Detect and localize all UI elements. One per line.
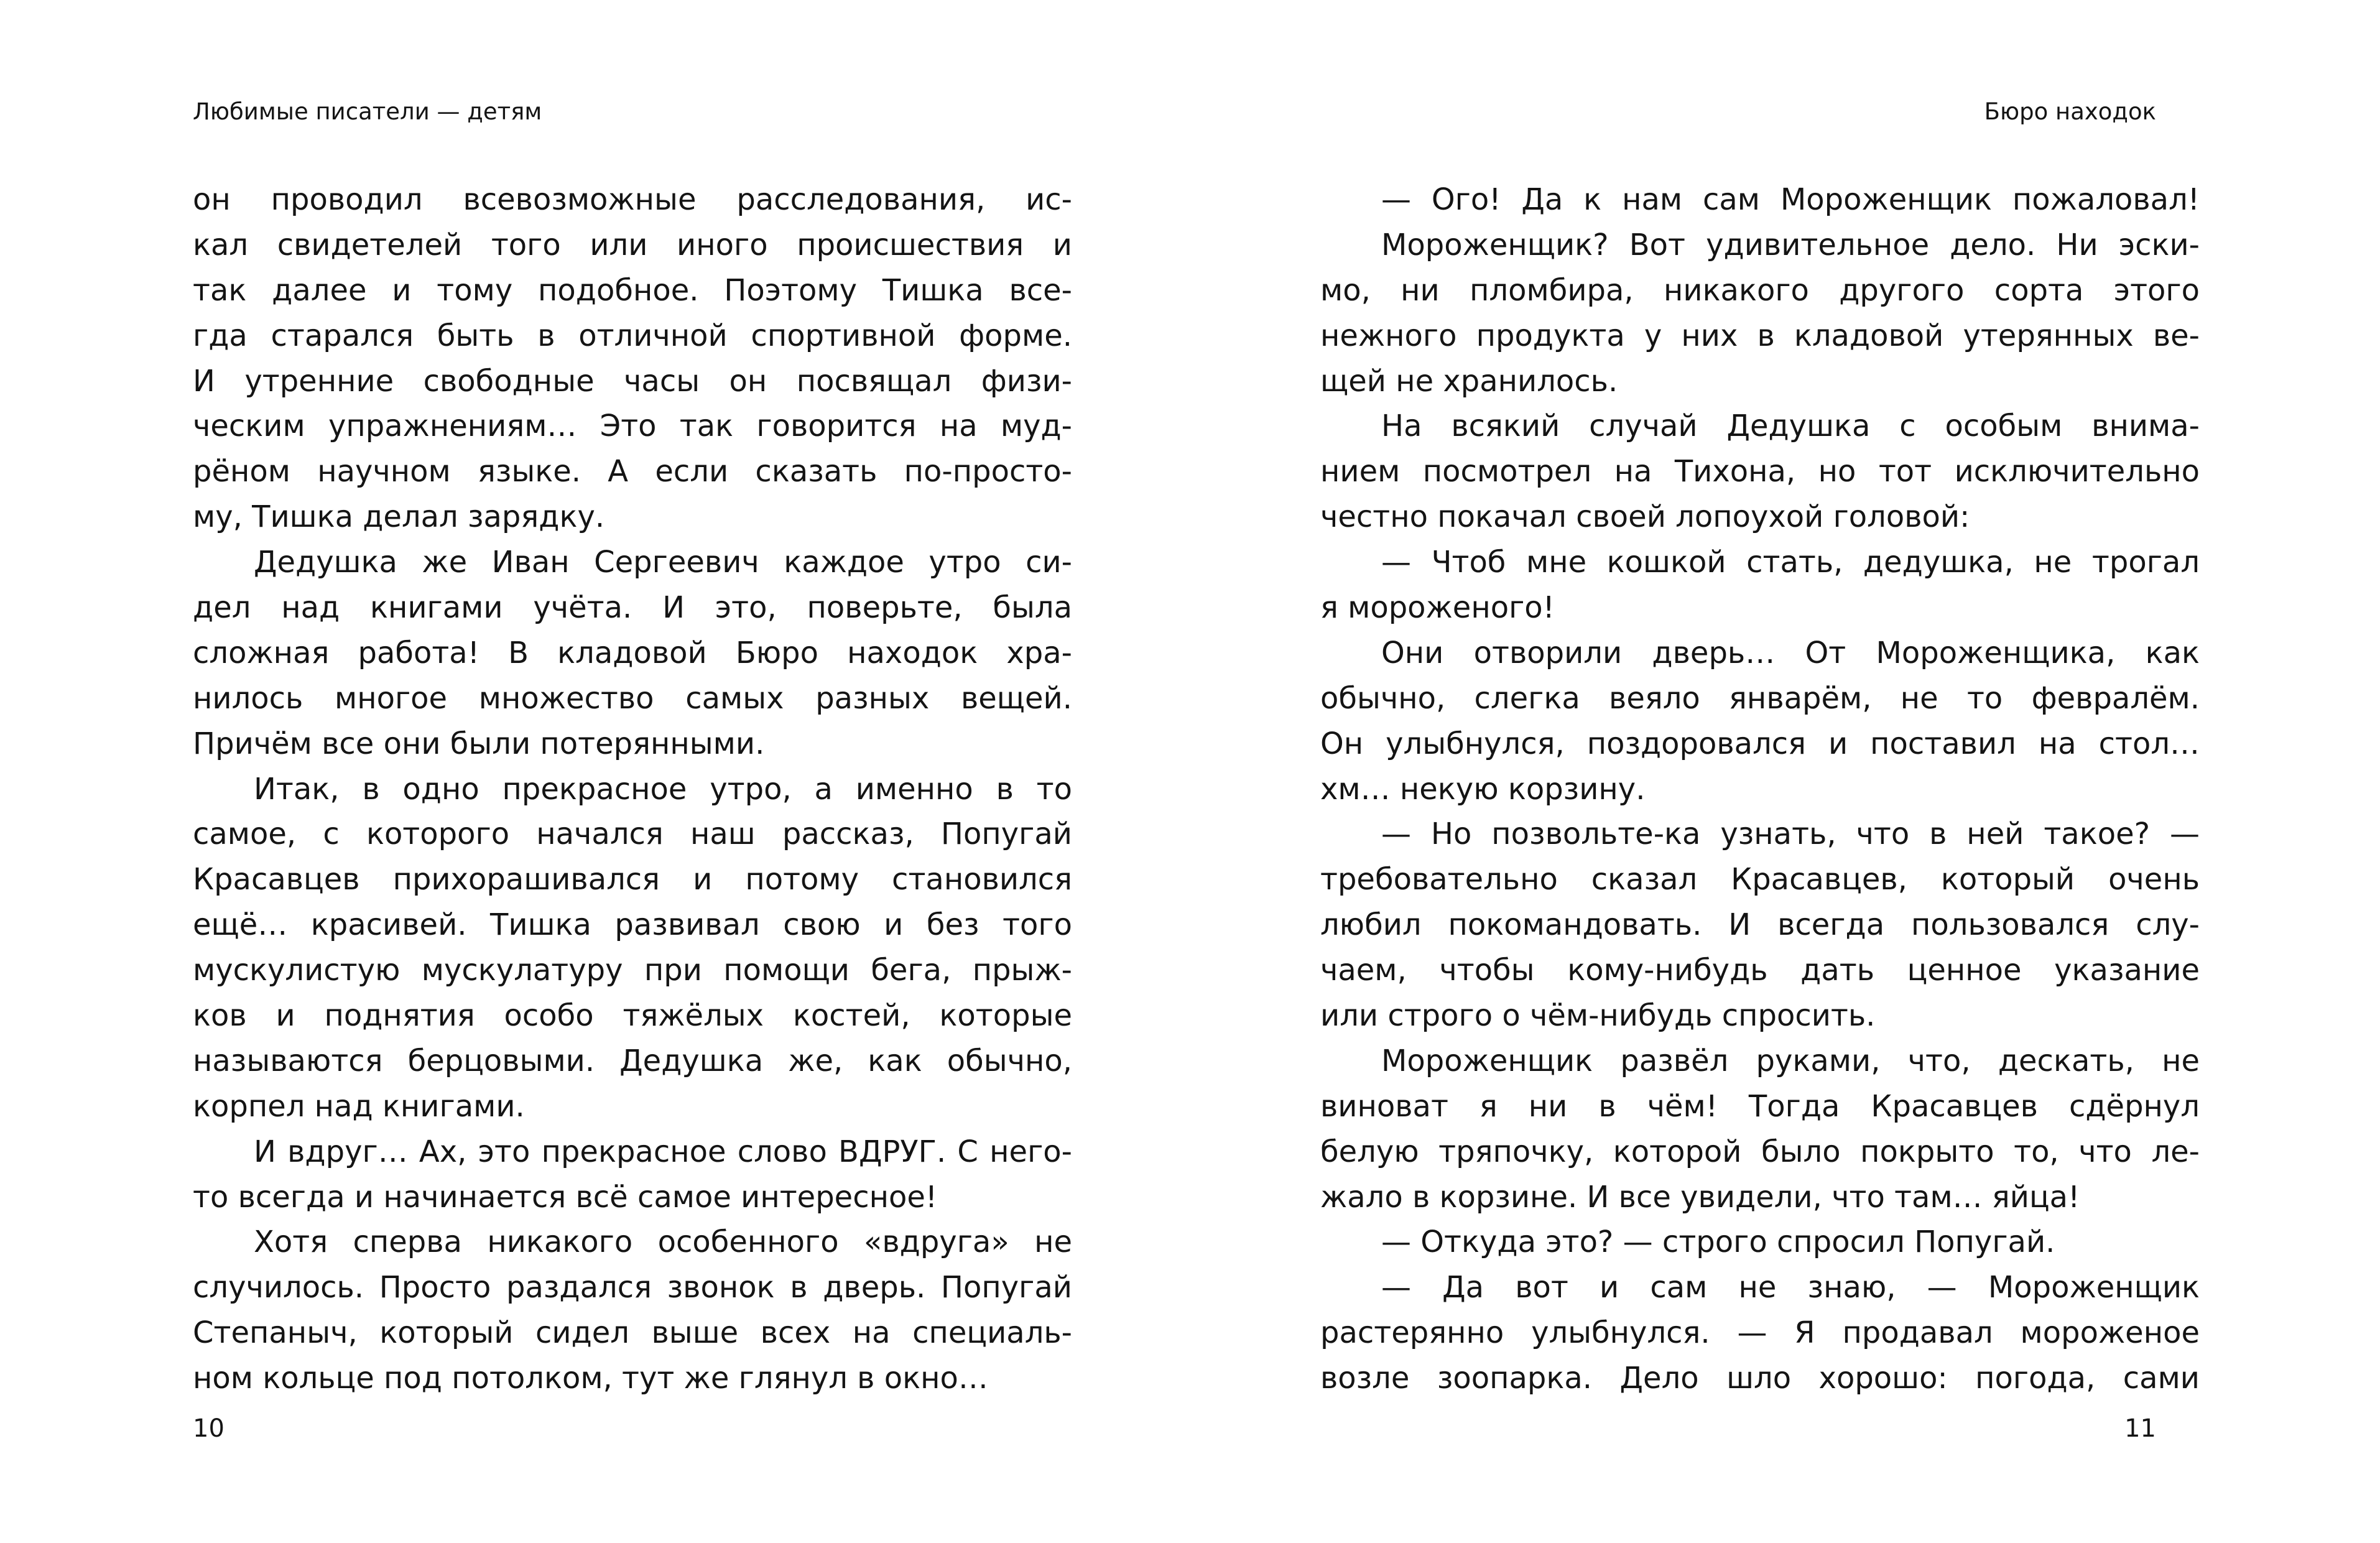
text-line: корпел над книгами. bbox=[193, 1088, 525, 1124]
text-line: Красавцев прихорашивался и потому становился bbox=[193, 862, 1072, 897]
text-line: — Ого! Да к нам сам Мороженщик пожаловал! bbox=[1381, 182, 2200, 217]
text-line: На всякий случай Дедушка с особым внима- bbox=[1381, 409, 2200, 444]
text-line: он проводил всевозможные расследования, ис- bbox=[193, 182, 1072, 217]
text-line: Итак, в одно прекрасное утро, а именно в то bbox=[254, 771, 1072, 807]
text-line: Хотя сперва никакого особенного «вдруга» не bbox=[254, 1225, 1072, 1260]
text-line: мускулистую мускулатуру при помощи бега, прыж- bbox=[193, 953, 1072, 988]
text-line: виноват я ни в чём! Тогда Красавцев сдёрнул bbox=[1320, 1088, 2200, 1124]
text-line: щей не хранилось. bbox=[1320, 363, 1618, 399]
text-line: любил покомандовать. И всегда пользовался слу- bbox=[1320, 907, 2200, 943]
text-line: хм… некую корзину. bbox=[1320, 771, 1646, 807]
text-line: честно покачал своей лопоухой головой: bbox=[1320, 499, 1970, 535]
text-line: возле зоопарка. Дело шло хорошо: погода, сами bbox=[1320, 1361, 2200, 1396]
text-line: Мороженщик? Вот удивительное дело. Ни эски- bbox=[1381, 227, 2200, 262]
text-line: Дедушка же Иван Сергеевич каждое утро си- bbox=[254, 545, 1072, 580]
text-line: ещё… красивей. Тишка развивал свою и без того bbox=[193, 907, 1072, 943]
text-line: нием посмотрел на Тихона, но тот исключительно bbox=[1320, 454, 2200, 489]
text-line: — Откуда это? — строго спросил Попугай. bbox=[1381, 1225, 2055, 1260]
text-line: жало в корзине. И все увидели, что там… яйца! bbox=[1320, 1179, 2080, 1215]
text-line: — Чтоб мне кошкой стать, дедушка, не трогал bbox=[1381, 545, 2200, 580]
right-page-text bbox=[1320, 177, 2200, 1401]
running-head-right: Бюро находок bbox=[1984, 98, 2156, 125]
text-line: нилось многое множество самых разных вещей. bbox=[193, 680, 1072, 716]
text-line: случилось. Просто раздался звонок в дверь. Попугай bbox=[193, 1270, 1072, 1305]
text-line: ков и поднятия особо тяжёлых костей, которые bbox=[193, 998, 1072, 1034]
text-line: Причём все они были потерянными. bbox=[193, 726, 765, 761]
text-line: Они отворили дверь… От Мороженщика, как bbox=[1381, 635, 2200, 670]
page-number-right: 11 bbox=[2124, 1414, 2156, 1443]
text-line: ном кольце под потолком, тут же глянул в окно… bbox=[193, 1361, 988, 1396]
text-line: И утренние свободные часы он посвящал физи- bbox=[193, 363, 1072, 399]
text-line: дел над книгами учёта. И это, поверьте, была bbox=[193, 590, 1072, 626]
right-page bbox=[1190, 0, 2380, 1543]
running-head-left: Любимые писатели — детям bbox=[193, 98, 542, 125]
text-line: рёном научном языке. А если сказать по-просто- bbox=[193, 454, 1072, 489]
text-line: гда старался быть в отличной спортивной форме. bbox=[193, 318, 1072, 353]
text-line: самое, с которого начался наш рассказ, Попугай bbox=[193, 817, 1072, 852]
text-line: мо, ни пломбира, никакого другого сорта этого bbox=[1320, 272, 2200, 308]
text-line: Мороженщик развёл руками, что, дескать, не bbox=[1381, 1043, 2200, 1078]
text-line: растерянно улыбнулся. — Я продавал мороженое bbox=[1320, 1315, 2200, 1351]
text-line: кал свидетелей того или иного происшествия и bbox=[193, 227, 1072, 262]
text-line: му, Тишка делал зарядку. bbox=[193, 499, 605, 535]
text-line: ческим упражнениям… Это так говорится на муд- bbox=[193, 409, 1072, 444]
text-line: Степаныч, который сидел выше всех на специаль- bbox=[193, 1315, 1072, 1351]
text-line: так далее и тому подобное. Поэтому Тишка все- bbox=[193, 272, 1072, 308]
text-line: обычно, слегка веяло январём, не то февралём. bbox=[1320, 680, 2200, 716]
left-page-text bbox=[193, 177, 1072, 1401]
text-line: я мороженого! bbox=[1320, 590, 1555, 626]
text-line: чаем, чтобы кому-нибудь дать ценное указание bbox=[1320, 953, 2200, 988]
text-line: сложная работа! В кладовой Бюро находок хра- bbox=[193, 635, 1072, 670]
text-line: называются берцовыми. Дедушка же, как обычно, bbox=[193, 1043, 1072, 1078]
text-line: И вдруг… Ах, это прекрасное слово ВДРУГ. С него- bbox=[254, 1134, 1072, 1169]
text-line: — Но позвольте-ка узнать, что в ней такое? — bbox=[1381, 817, 2200, 852]
text-line: то всегда и начинается всё самое интересное! bbox=[193, 1179, 938, 1215]
text-line: требовательно сказал Красавцев, который очень bbox=[1320, 862, 2200, 897]
text-line: белую тряпочку, которой было покрыто то, что ле- bbox=[1320, 1134, 2200, 1169]
text-line: — Да вот и сам не знаю, — Мороженщик bbox=[1381, 1270, 2200, 1305]
text-line: Он улыбнулся, поздоровался и поставил на стол… bbox=[1320, 726, 2200, 761]
text-line: или строго о чём-нибудь спросить. bbox=[1320, 998, 1876, 1034]
page-number-left: 10 bbox=[193, 1414, 225, 1443]
text-line: нежного продукта у них в кладовой утерянных ве- bbox=[1320, 318, 2200, 353]
